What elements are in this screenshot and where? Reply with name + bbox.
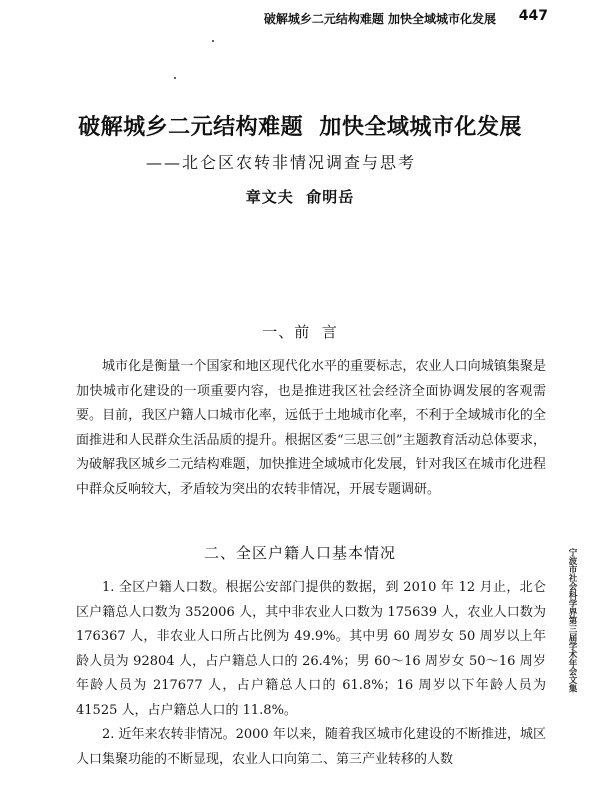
body-paragraph: 1. 全区户籍人口数。根据公安部门提供的数据，到 2010 年 12 月止，北仑区户籍总人口数为 352006 人，其中非农业人口数为 175639 人，农业人口数为 176367 人，非农业人口所占比例为 49.9%。其中男 60 周岁女 50 周岁以上年龄人员为 92804 人，占户籍总人口的 26.4%；男 60～16 周岁女 50～16 周岁年龄人员为 217677 人，占户籍总人口的 61.8%；16 周岁以下年龄人员为 41525 人，占户籍总人口的 11.8%。 [76, 580, 546, 718]
body-paragraph: 城市化是衡量一个国家和地区现代化水平的重要标志，农业人口向城镇集聚是加快城市化建设的一项重要内容，也是推进我区社会经济全面协调发展的客观需要。目前，我区户籍人口城市化率，远低于土地城市化率，不利于全域城市化的全面推进和人民群众生活品质的提升。根据区委“三思三创”主题教育活动总体要求，为破解我区城乡二元结构难题，加快推进全域城市化发展，针对我区在城市化进程中群众反响较大，矛盾较为突出的农转非情况，开展专题调研。 [76, 359, 546, 497]
page-number: 447 [518, 8, 548, 24]
body-paragraph: 2. 近年来农转非情况。2000 年以来，随着我区城市化建设的不断推进，城区人口集聚功能的不断显现，农业人口向第二、第三产业转移的人数 [76, 727, 546, 767]
running-title: 破解城乡二元结构难题 加快全域城市化发展 [263, 12, 496, 26]
section-heading-population: 二、全区户籍人口基本情况 [203, 544, 396, 562]
section-heading-preface: 一、前 言 [262, 323, 338, 341]
article-authors: 章文夫 俞明岳 [245, 188, 355, 206]
collection-sidebar: 宁波市社会科学界第三届学术年会文集 [567, 548, 577, 693]
running-head [0, 6, 600, 28]
scan-speck [174, 77, 176, 79]
scan-speck [212, 40, 214, 42]
article-subtitle: ——北仑区农转非情况调查与思考 [146, 153, 417, 172]
article-title: 破解城乡二元结构难题 加快全域城市化发展 [78, 115, 522, 140]
